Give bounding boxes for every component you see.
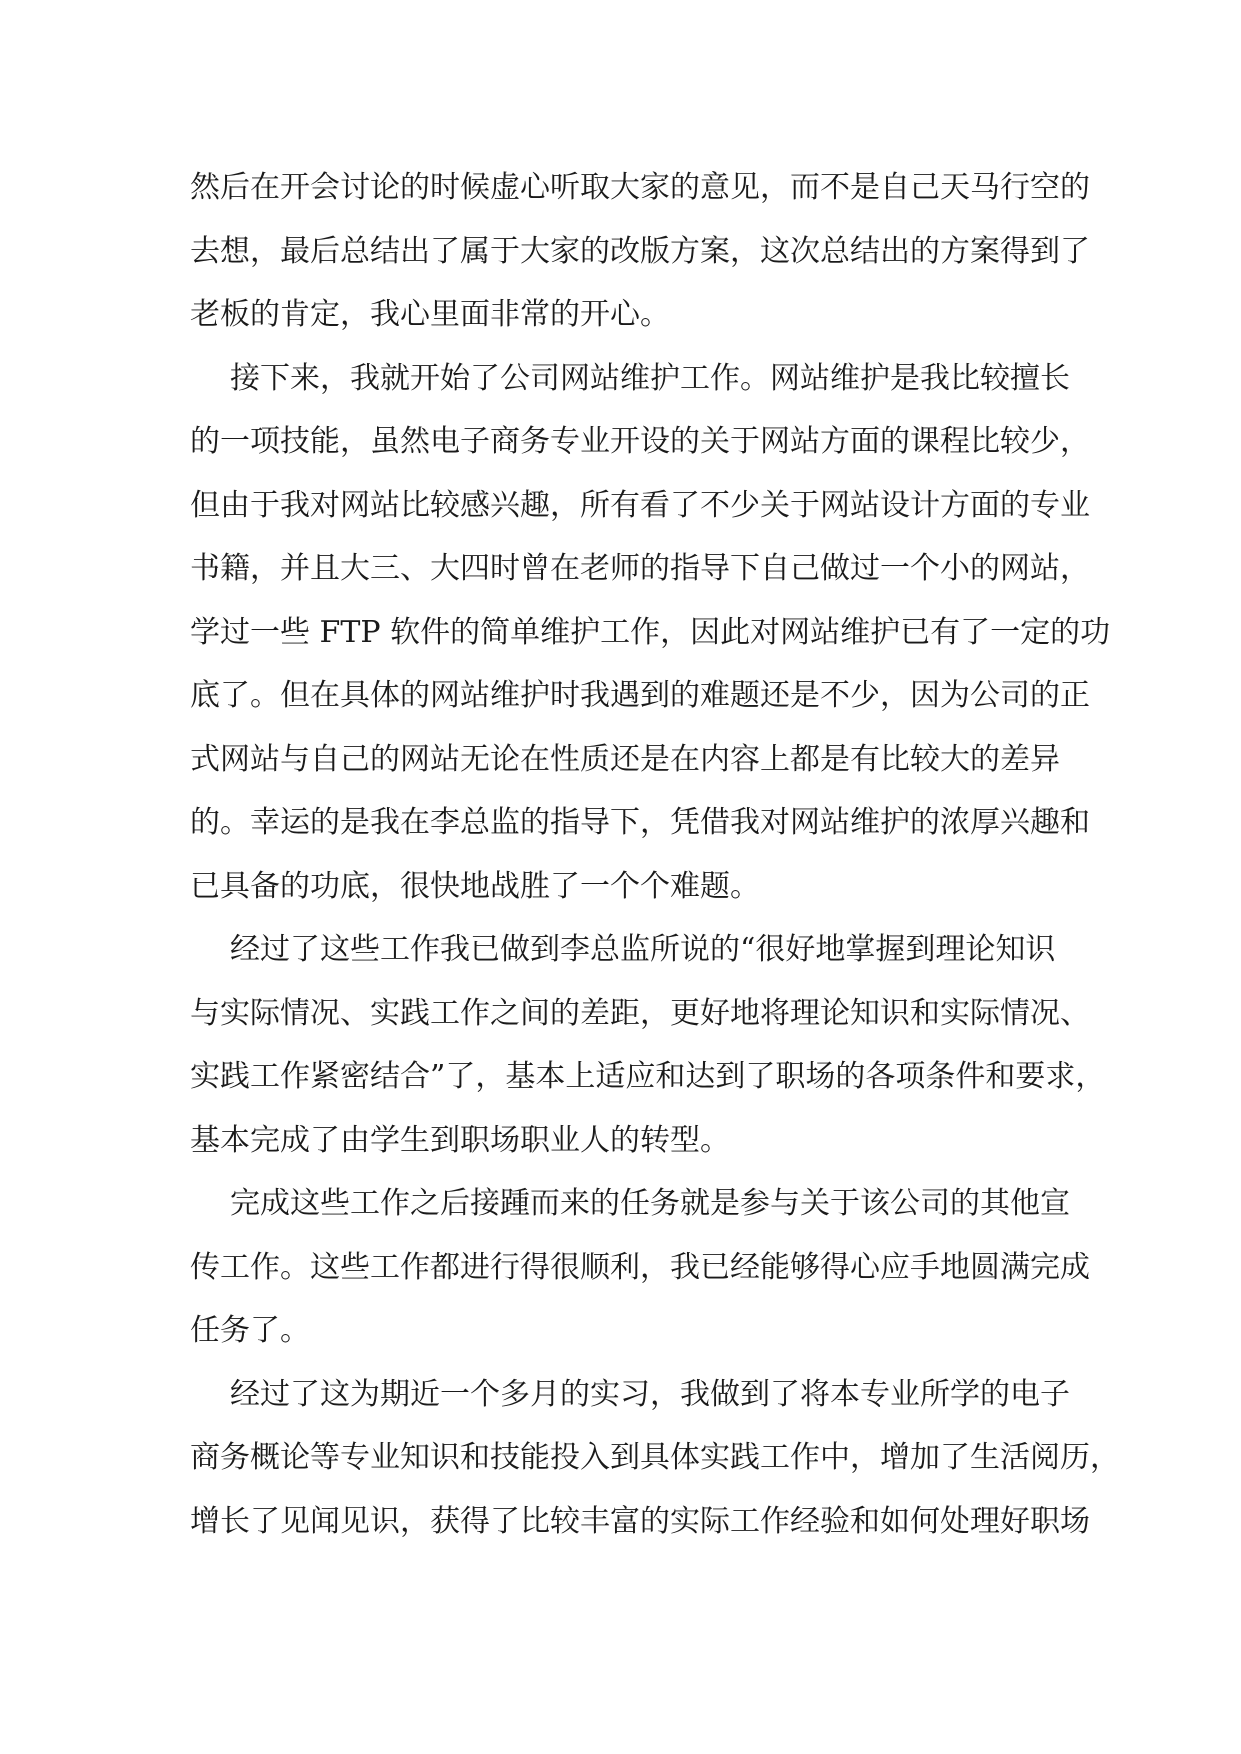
paragraph-first-line: 完成这些工作之后接踵而来的任务就是参与关于该公司的其他宣 [230, 1186, 1070, 1221]
text-line: 商务概论等专业知识和技能投入到具体实践工作中，增加了生活阅历， [190, 1440, 1120, 1475]
text-line: 实践工作紧密结合”了，基本上适应和达到了职场的各项条件和要求， [190, 1059, 1106, 1094]
document-body [190, 156, 1120, 1553]
text-line: 任务了。 [190, 1313, 310, 1348]
text-line: 的一项技能，虽然电子商务专业开设的关于网站方面的课程比较少， [190, 424, 1090, 459]
text-line: 然后在开会讨论的时候虚心听取大家的意见，而不是自己天马行空的 [190, 170, 1090, 205]
paragraph-first-line: 经过了这为期近一个多月的实习，我做到了将本专业所学的电子 [230, 1376, 1070, 1412]
text-line: 传工作。这些工作都进行得很顺利，我已经能够得心应手地圆满完成 [190, 1249, 1090, 1285]
text-line: 基本完成了由学生到职场职业人的转型。 [190, 1122, 730, 1158]
text-line: 与实际情况、实践工作之间的差距，更好地将理论知识和实际情况、 [190, 995, 1090, 1031]
text-line: 的。幸运的是我在李总监的指导下，凭借我对网站维护的浓厚兴趣和 [190, 805, 1090, 840]
text-line: 去想，最后总结出了属于大家的改版方案，这次总结出的方案得到了 [190, 233, 1090, 269]
text-line: 增长了见闻见识，获得了比较丰富的实际工作经验和如何处理好职场 [190, 1503, 1090, 1539]
paragraph-first-line: 接下来，我就开始了公司网站维护工作。网站维护是我比较擅长 [230, 360, 1070, 396]
text-line: 书籍，并且大三、大四时曾在老师的指导下自己做过一个小的网站， [190, 551, 1090, 586]
paragraph-first-line: 经过了这些工作我已做到李总监所说的“很好地掌握到理论知识 [230, 932, 1056, 967]
text-line: 式网站与自己的网站无论在性质还是在内容上都是有比较大的差异 [190, 741, 1060, 777]
text-line: 已具备的功底，很快地战胜了一个个难题。 [190, 868, 760, 904]
text-line: 但由于我对网站比较感兴趣，所有看了不少关于网站设计方面的专业 [190, 487, 1090, 523]
text-line: 学过一些 FTP 软件的简单维护工作，因此对网站维护已有了一定的功 [190, 614, 1111, 650]
text-line: 底了。但在具体的网站维护时我遇到的难题还是不少，因为公司的正 [190, 678, 1090, 713]
text-line: 老板的肯定，我心里面非常的开心。 [190, 297, 670, 332]
